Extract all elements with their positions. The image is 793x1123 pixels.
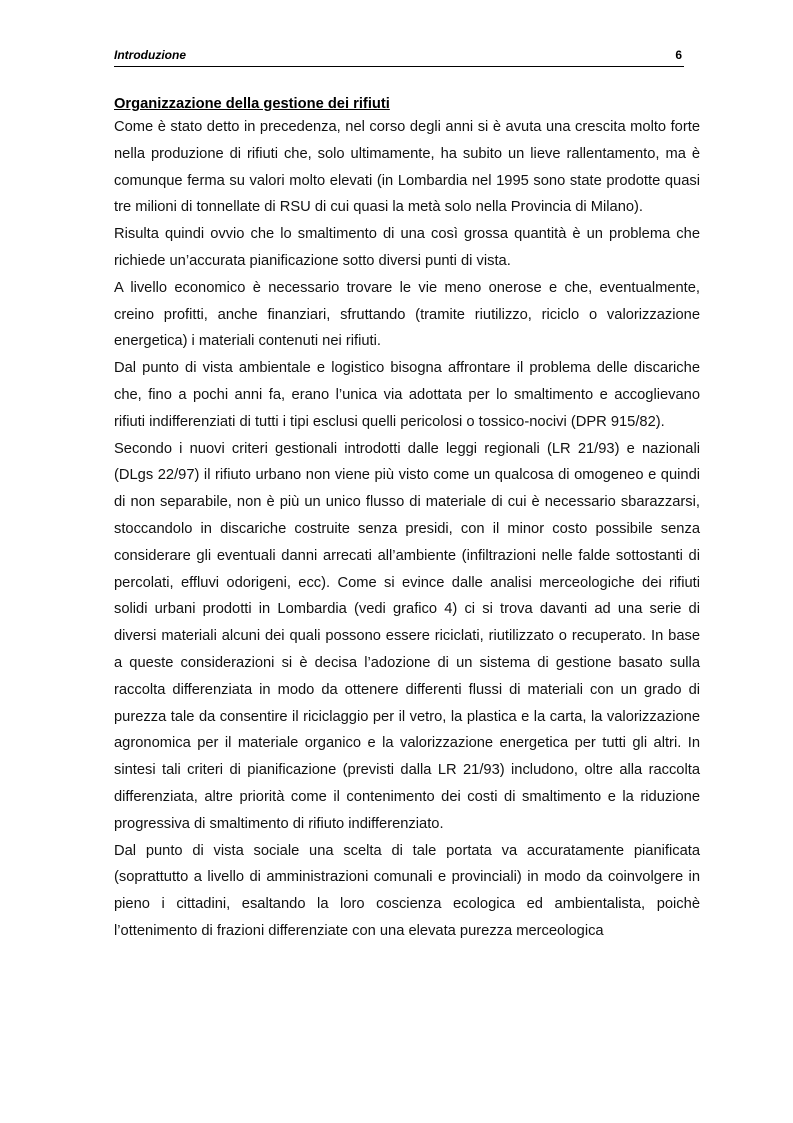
section-heading: Organizzazione della gestione dei rifiuti — [114, 96, 390, 112]
paragraph: A livello economico è necessario trovare le vie meno onerose e che, eventualmente, creino profitti, anche finanziari, sfruttando (tramite riutilizzo, riciclo o valorizzazione energetica) i materiali contenuti nei rifiuti. — [114, 279, 700, 350]
paragraph: Dal punto di vista ambientale e logistico bisogna affrontare il problema delle discariche che, fino a pochi anni fa, erano l’unica via adottata per lo smaltimento e accoglievano rifiuti indifferenziati di tutti i tipi esclusi quelli pericolosi o tossico-nocivi (DPR 915/82). — [114, 360, 700, 430]
page-content — [114, 94, 700, 945]
paragraph: Secondo i nuovi criteri gestionali introdotti dalle leggi regionali (LR 21/93) e nazionali (DLgs 22/97) il rifiuto urbano non viene più visto come un qualcosa di omogeneo e quindi di non separabile, non è più un unico flusso di materiale di cui è necessario sbarazzarsi, stoccandolo in discariche costruite senza presidi, con il minor costo possibile senza considerare gli eventuali danni arrecati all’ambiente (infiltrazioni nelle falde sottostanti di percolati, effluvi odorigeni, ecc). Come si evince dalle analisi merceologiche dei rifiuti solidi urbani prodotti in Lombardia (vedi grafico 4) ci si trova davanti ad una serie di diversi materiali alcuni dei quali possono essere riciclati, riutilizzato o recuperato. In base a queste considerazioni si è decisa l’adozione di un sistema di gestione basato sulla raccolta differenziata in modo da ottenere differenti flussi di materiali con un grado di purezza tale da consentire il riciclaggio per il vetro, la plastica e la carta, la valorizzazione agronomica per il materiale organico e la valorizzazione energetica per tutti gli altri. In sintesi tali criteri di pianificazione (previsti dalla LR 21/93) includono, oltre alla raccolta differenziata, altre priorità come il contenimento dei costi di smaltimento e la riduzione progressiva di smaltimento di rifiuto indifferenziato. — [114, 440, 700, 832]
page-header — [114, 46, 684, 67]
page-number: 6 — [675, 48, 682, 62]
paragraph: Dal punto di vista sociale una scelta di tale portata va accuratamente pianificata (soprattutto a livello di amministrazioni comunali e provinciali) in modo da coinvolgere in pieno i cittadini, esaltando la loro coscienza ecologica ed ambientalista, poichè l’ottenimento di frazioni differenziate con una elevata purezza merceologica — [114, 842, 700, 939]
paragraph: Risulta quindi ovvio che lo smaltimento di una così grossa quantità è un problema che richiede un’accurata pianificazione sotto diversi punti di vista. — [114, 226, 700, 269]
header-title: Introduzione — [114, 48, 186, 62]
paragraph: Come è stato detto in precedenza, nel corso degli anni si è avuta una crescita molto forte nella produzione di rifiuti che, solo ultimamente, ha subito un lieve rallentamento, ma è comunque ferma su valori molto elevati (in Lombardia nel 1995 sono state prodotte quasi tre milioni di tonnellate di RSU di cui quasi la metà solo nella Provincia di Milano). — [114, 119, 700, 216]
